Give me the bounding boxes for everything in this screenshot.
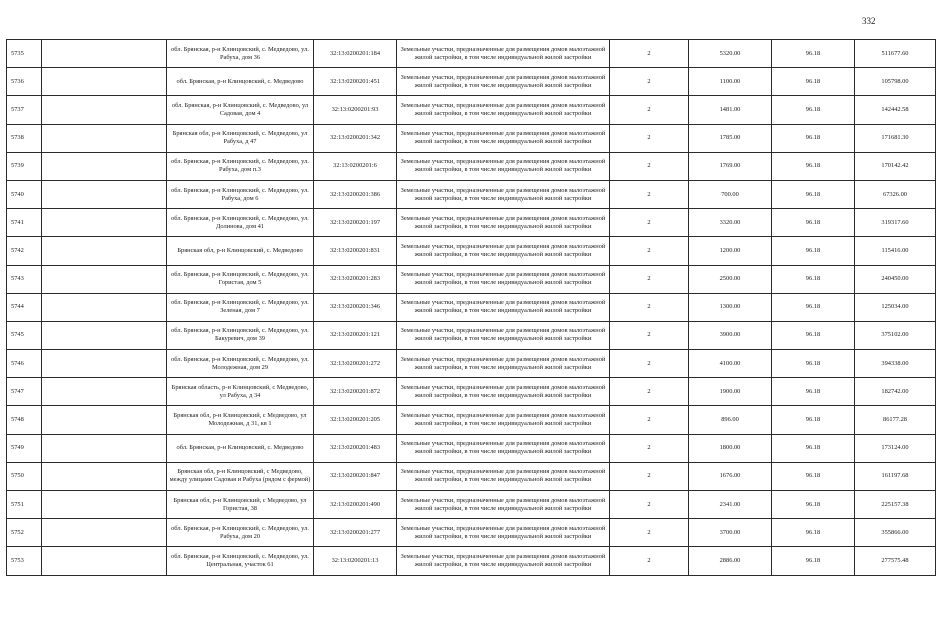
row-number: 5738 [7,124,42,152]
table-row [7,293,936,321]
area-cell: 3900.00 [689,321,772,349]
area-cell: 1900.00 [689,378,772,406]
row-number: 5742 [7,237,42,265]
land-use-cell: Земельные участки, предназначенные для размещения домов малоэтажной жилой застройки, в том числе индивидуальной жилой застройки [397,180,610,208]
cadastral-value-cell: 511677.60 [855,40,936,68]
table-row [7,434,936,462]
row-number: 5745 [7,321,42,349]
rate-cell: 96.18 [772,180,855,208]
blank-cell [42,180,167,208]
rate-cell: 96.18 [772,265,855,293]
row-number: 5736 [7,68,42,96]
row-number: 5740 [7,180,42,208]
row-number: 5743 [7,265,42,293]
blank-cell [42,519,167,547]
address-cell: Брянская обл, р-н Клинцовский, с Медведово, ул Молодежная, д 31, кв 1 [167,406,314,434]
cadastral-value-cell: 375102.00 [855,321,936,349]
category-cell: 2 [610,96,689,124]
area-cell: 2500.00 [689,265,772,293]
blank-cell [42,152,167,180]
rate-cell: 96.18 [772,68,855,96]
row-number: 5748 [7,406,42,434]
table-row [7,209,936,237]
land-use-cell: Земельные участки, предназначенные для размещения домов малоэтажной жилой застройки, в том числе индивидуальной жилой застройки [397,378,610,406]
category-cell: 2 [610,434,689,462]
cadastral-number-cell: 32:13:0200201:872 [314,378,397,406]
row-number: 5747 [7,378,42,406]
category-cell: 2 [610,547,689,575]
address-cell: обл. Брянская, р-н Клинцовский, с. Медведово, ул. Рабуха, дом 36 [167,40,314,68]
rate-cell: 96.18 [772,434,855,462]
table-row [7,378,936,406]
cadastral-number-cell: 32:13:0200201:93 [314,96,397,124]
cadastral-number-cell: 32:13:0200201:346 [314,293,397,321]
area-cell: 1785.00 [689,124,772,152]
row-number: 5752 [7,519,42,547]
cadastral-number-cell: 32:13:0200201:205 [314,406,397,434]
table-row [7,519,936,547]
category-cell: 2 [610,209,689,237]
address-cell: обл. Брянская, р-н Клинцовский, с. Медведово, ул. Бакуревич, дом 39 [167,321,314,349]
category-cell: 2 [610,124,689,152]
land-use-cell: Земельные участки, предназначенные для размещения домов малоэтажной жилой застройки, в том числе индивидуальной жилой застройки [397,237,610,265]
cadastral-number-cell: 32:13:0200201:386 [314,180,397,208]
area-cell: 1800.00 [689,434,772,462]
category-cell: 2 [610,68,689,96]
cadastral-value-cell: 67326.00 [855,180,936,208]
land-use-cell: Земельные участки, предназначенные для размещения домов малоэтажной жилой застройки, в том числе индивидуальной жилой застройки [397,152,610,180]
cadastral-number-cell: 32:13:0200201:847 [314,462,397,490]
row-number: 5746 [7,350,42,378]
page-number: 332 [862,16,876,26]
area-cell: 2886.00 [689,547,772,575]
cadastral-number-cell: 32:13:0200201:283 [314,265,397,293]
address-cell: обл. Брянская, р-н Клинцовский, с. Медведово, ул. Центральная, участок 61 [167,547,314,575]
blank-cell [42,209,167,237]
table-row [7,180,936,208]
table-row [7,265,936,293]
category-cell: 2 [610,180,689,208]
table-row [7,96,936,124]
row-number: 5749 [7,434,42,462]
category-cell: 2 [610,293,689,321]
cadastral-number-cell: 32:13:0200201:831 [314,237,397,265]
cadastral-value-cell: 319317.60 [855,209,936,237]
address-cell: обл. Брянская, р-н Клинцовский, с. Медведово, ул. Рабуха, дом 20 [167,519,314,547]
rate-cell: 96.18 [772,40,855,68]
cadastral-value-cell: 173124.00 [855,434,936,462]
area-cell: 2341.00 [689,491,772,519]
area-cell: 5320.00 [689,40,772,68]
row-number: 5741 [7,209,42,237]
land-use-cell: Земельные участки, предназначенные для размещения домов малоэтажной жилой застройки, в том числе индивидуальной жилой застройки [397,96,610,124]
land-use-cell: Земельные участки, предназначенные для размещения домов малоэтажной жилой застройки, в том числе индивидуальной жилой застройки [397,209,610,237]
cadastral-value-cell: 115416.00 [855,237,936,265]
row-number: 5753 [7,547,42,575]
blank-cell [42,547,167,575]
address-cell: Брянская область, р-н Клинцовский, с Медведово, ул Рабуха, д 34 [167,378,314,406]
table-row [7,350,936,378]
land-use-cell: Земельные участки, предназначенные для размещения домов малоэтажной жилой застройки, в том числе индивидуальной жилой застройки [397,547,610,575]
category-cell: 2 [610,321,689,349]
rate-cell: 96.18 [772,96,855,124]
row-number: 5750 [7,462,42,490]
address-cell: Брянская обл, р-н Клинцовский, с. Медведово, ул Рабуха, д 47 [167,124,314,152]
row-number: 5751 [7,491,42,519]
rate-cell: 96.18 [772,406,855,434]
category-cell: 2 [610,152,689,180]
table-row [7,68,936,96]
land-use-cell: Земельные участки, предназначенные для размещения домов малоэтажной жилой застройки, в том числе индивидуальной жилой застройки [397,68,610,96]
area-cell: 896.00 [689,406,772,434]
blank-cell [42,237,167,265]
address-cell: обл. Брянская, р-н Клинцовский, с. Медведово [167,434,314,462]
category-cell: 2 [610,491,689,519]
category-cell: 2 [610,519,689,547]
table-row [7,124,936,152]
area-cell: 1481.00 [689,96,772,124]
blank-cell [42,406,167,434]
area-cell: 4100.00 [689,350,772,378]
cadastral-value-cell: 394338.00 [855,350,936,378]
cadastral-value-cell: 277575.48 [855,547,936,575]
land-use-cell: Земельные участки, предназначенные для размещения домов малоэтажной жилой застройки, в том числе индивидуальной жилой застройки [397,406,610,434]
blank-cell [42,350,167,378]
blank-cell [42,378,167,406]
rate-cell: 96.18 [772,519,855,547]
cadastral-value-cell: 142442.58 [855,96,936,124]
cadastral-number-cell: 32:13:0200201:277 [314,519,397,547]
table-row [7,547,936,575]
category-cell: 2 [610,265,689,293]
category-cell: 2 [610,237,689,265]
cadastral-value-cell: 225157.38 [855,491,936,519]
land-use-cell: Земельные участки, предназначенные для размещения домов малоэтажной жилой застройки, в том числе индивидуальной жилой застройки [397,462,610,490]
table-row [7,406,936,434]
cadastral-number-cell: 32:13:0200201:121 [314,321,397,349]
category-cell: 2 [610,40,689,68]
address-cell: Брянская обл, р-н Клинцовский, с Медведово, ул Гористая, 38 [167,491,314,519]
cadastral-value-cell: 355866.00 [855,519,936,547]
cadastral-number-cell: 32:13:0200201:483 [314,434,397,462]
rate-cell: 96.18 [772,462,855,490]
table-row [7,321,936,349]
land-registry-table [6,39,936,576]
address-cell: обл. Брянская, р-н Клинцовский, с. Медведово, ул. Рабуха, дом п.3 [167,152,314,180]
land-use-cell: Земельные участки, предназначенные для размещения домов малоэтажной жилой застройки, в том числе индивидуальной жилой застройки [397,124,610,152]
blank-cell [42,40,167,68]
cadastral-value-cell: 182742.00 [855,378,936,406]
row-number: 5737 [7,96,42,124]
address-cell: обл. Брянская, р-н Клинцовский, с. Медведово, ул. Зеленая, дом 7 [167,293,314,321]
row-number: 5735 [7,40,42,68]
cadastral-number-cell: 32:13:0200201:342 [314,124,397,152]
area-cell: 3700.00 [689,519,772,547]
blank-cell [42,321,167,349]
cadastral-value-cell: 125034.00 [855,293,936,321]
rate-cell: 96.18 [772,547,855,575]
cadastral-number-cell: 32:13:0200201:13 [314,547,397,575]
land-use-cell: Земельные участки, предназначенные для размещения домов малоэтажной жилой застройки, в том числе индивидуальной жилой застройки [397,491,610,519]
area-cell: 1100.00 [689,68,772,96]
area-cell: 1200.00 [689,237,772,265]
rate-cell: 96.18 [772,293,855,321]
rate-cell: 96.18 [772,350,855,378]
cadastral-value-cell: 86177.28 [855,406,936,434]
category-cell: 2 [610,406,689,434]
rate-cell: 96.18 [772,237,855,265]
table-row [7,491,936,519]
address-cell: Брянская обл, р-н Клинцовский, с Медведово, между улицами Садовая и Рабуха (рядом с фермой) [167,462,314,490]
table-row [7,462,936,490]
address-cell: обл. Брянская, р-н Клинцовский, с. Медведово, ул. Долинова, дом 41 [167,209,314,237]
blank-cell [42,68,167,96]
cadastral-value-cell: 105798.00 [855,68,936,96]
land-use-cell: Земельные участки, предназначенные для размещения домов малоэтажной жилой застройки, в том числе индивидуальной жилой застройки [397,519,610,547]
cadastral-value-cell: 161197.68 [855,462,936,490]
cadastral-number-cell: 32:13:0200201:184 [314,40,397,68]
area-cell: 1769.00 [689,152,772,180]
land-use-cell: Земельные участки, предназначенные для размещения домов малоэтажной жилой застройки, в том числе индивидуальной жилой застройки [397,434,610,462]
row-number: 5739 [7,152,42,180]
cadastral-number-cell: 32:13:0200201:490 [314,491,397,519]
blank-cell [42,434,167,462]
table-row [7,40,936,68]
rate-cell: 96.18 [772,152,855,180]
cadastral-number-cell: 32:13:0200201:197 [314,209,397,237]
rate-cell: 96.18 [772,378,855,406]
area-cell: 1676.00 [689,462,772,490]
land-use-cell: Земельные участки, предназначенные для размещения домов малоэтажной жилой застройки, в том числе индивидуальной жилой застройки [397,293,610,321]
rate-cell: 96.18 [772,124,855,152]
area-cell: 700.00 [689,180,772,208]
blank-cell [42,491,167,519]
address-cell: обл. Брянская, р-н Клинцовский, с. Медведово, ул. Гористая, дом 5 [167,265,314,293]
blank-cell [42,96,167,124]
area-cell: 3320.00 [689,209,772,237]
cadastral-value-cell: 240450.00 [855,265,936,293]
land-use-cell: Земельные участки, предназначенные для размещения домов малоэтажной жилой застройки, в том числе индивидуальной жилой застройки [397,265,610,293]
blank-cell [42,265,167,293]
category-cell: 2 [610,462,689,490]
registry-rows [7,40,936,576]
area-cell: 1300.00 [689,293,772,321]
address-cell: обл. Брянская, р-н Клинцовский, с. Медведово [167,68,314,96]
blank-cell [42,293,167,321]
cadastral-value-cell: 170142.42 [855,152,936,180]
cadastral-number-cell: 32:13:0200201:272 [314,350,397,378]
address-cell: обл. Брянская, р-н Клинцовский, с. Медведово, ул. Рабуха, дом 6 [167,180,314,208]
table-row [7,237,936,265]
category-cell: 2 [610,378,689,406]
rate-cell: 96.18 [772,209,855,237]
blank-cell [42,462,167,490]
address-cell: обл. Брянская, р-н Клинцовский, с. Медведово, ул Садовая, дом 4 [167,96,314,124]
land-use-cell: Земельные участки, предназначенные для размещения домов малоэтажной жилой застройки, в том числе индивидуальной жилой застройки [397,321,610,349]
rate-cell: 96.18 [772,321,855,349]
cadastral-number-cell: 32:13:0200201:6 [314,152,397,180]
row-number: 5744 [7,293,42,321]
category-cell: 2 [610,350,689,378]
address-cell: обл. Брянская, р-н Клинцовский, с. Медведово, ул. Молодежная, дом 29 [167,350,314,378]
cadastral-value-cell: 171681.30 [855,124,936,152]
land-use-cell: Земельные участки, предназначенные для размещения домов малоэтажной жилой застройки, в том числе индивидуальной жилой застройки [397,40,610,68]
address-cell: Брянская обл, р-н Клинцовский, с. Медведово [167,237,314,265]
table-row [7,152,936,180]
cadastral-number-cell: 32:13:0200201:451 [314,68,397,96]
blank-cell [42,124,167,152]
rate-cell: 96.18 [772,491,855,519]
land-use-cell: Земельные участки, предназначенные для размещения домов малоэтажной жилой застройки, в том числе индивидуальной жилой застройки [397,350,610,378]
